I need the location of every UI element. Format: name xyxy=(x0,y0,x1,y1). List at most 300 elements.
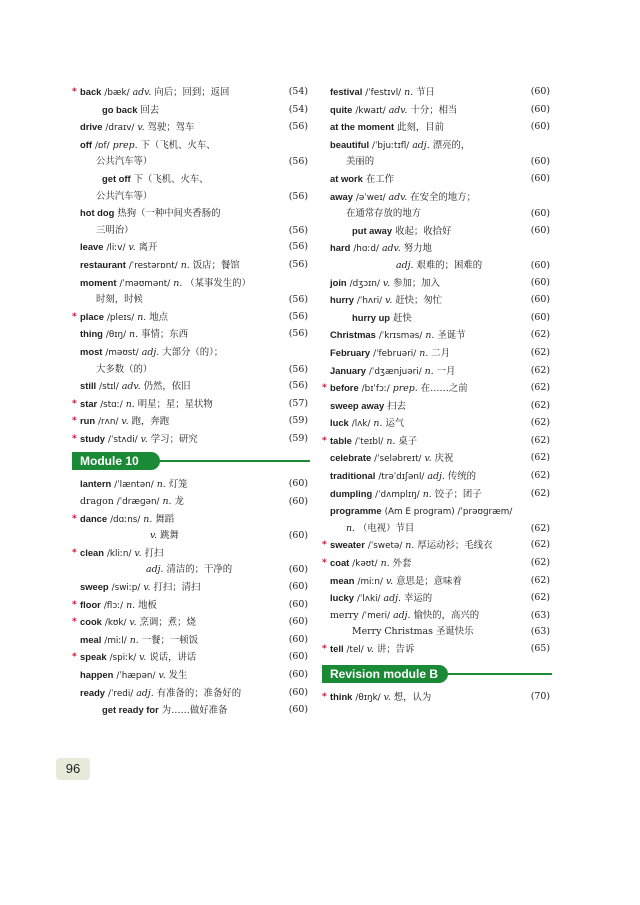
entry-meaning: 传统的 xyxy=(447,471,476,483)
glossary-entry xyxy=(330,450,550,468)
glossary-entry xyxy=(322,537,550,555)
entry-page-reference: (63) xyxy=(530,609,550,621)
entry-page-reference: (62) xyxy=(530,470,550,482)
entry-line xyxy=(80,702,308,720)
entry-phonetic: /stɪl/ xyxy=(99,382,119,393)
entry-word: star xyxy=(80,397,98,409)
entry-meaning: 一月 xyxy=(436,365,456,377)
module-10-heading: Module 10 xyxy=(72,452,160,470)
entry-part-of-speech: adv. xyxy=(388,191,408,203)
entry-word: ready xyxy=(80,686,106,698)
entry-page-reference: (62) xyxy=(530,557,550,569)
glossary-entry xyxy=(80,685,308,703)
entry-meaning-continued: （电视）节目 xyxy=(358,522,415,534)
entry-line xyxy=(330,189,550,207)
glossary-entry xyxy=(72,413,308,431)
entry-word: February xyxy=(330,346,371,358)
entry-word: back xyxy=(80,86,102,97)
revision-module-b-heading: Revision module B xyxy=(322,665,448,683)
entry-word: Christmas xyxy=(330,329,376,341)
entry-page-reference: (60) xyxy=(288,598,308,610)
entry-meaning: 愉快的，高兴的 xyxy=(413,609,480,621)
entry-continuation xyxy=(80,362,308,379)
entry-part-of-speech: prep. xyxy=(392,383,418,395)
entry-line xyxy=(330,537,550,555)
entry-line xyxy=(330,641,550,659)
entry-meaning: 灯笼 xyxy=(168,479,188,491)
entry-line xyxy=(330,102,550,120)
entry-page-reference: (62) xyxy=(530,399,550,411)
entry-word: luck xyxy=(330,417,349,429)
entry-page-reference: (60) xyxy=(530,294,550,306)
entry-line xyxy=(330,398,550,416)
entry-part-of-speech: v. xyxy=(385,575,394,587)
entry-meaning: 圣诞节 xyxy=(437,330,466,342)
entry-line xyxy=(330,503,550,521)
entry-page-reference: (60) xyxy=(530,224,550,236)
entry-meaning: 赶快 xyxy=(393,312,412,324)
entry-meaning-continued: 跳舞 xyxy=(160,530,179,542)
entry-page-reference: (62) xyxy=(530,417,550,429)
entry-page-reference: (60) xyxy=(288,704,308,716)
entry-meaning: 打扫；清扫 xyxy=(153,582,201,594)
entry-word: off xyxy=(80,138,92,150)
entry-word: get off xyxy=(102,172,131,184)
glossary-entry xyxy=(330,223,550,241)
glossary-entry xyxy=(80,326,308,344)
entry-page-reference: (56) xyxy=(288,156,308,168)
entry-line xyxy=(80,511,308,529)
entry-phonetic: /ˈhæpən/ xyxy=(116,671,156,681)
entry-word: sweep xyxy=(80,581,109,593)
entry-part-of-speech: v. xyxy=(424,453,432,465)
entry-meaning: 十分；相当 xyxy=(410,104,458,116)
entry-page-reference: (56) xyxy=(288,328,308,340)
glossary-entry xyxy=(330,119,550,137)
module-10-entry-list xyxy=(72,476,308,719)
entry-page-reference: (63) xyxy=(530,626,550,638)
entry-page-reference: (60) xyxy=(288,616,308,628)
entry-word: thing xyxy=(80,328,103,340)
entry-page-reference: (60) xyxy=(288,564,308,576)
entry-meaning: 厚运动衫；毛线衣 xyxy=(417,540,493,552)
key-word-star-icon: * xyxy=(72,599,77,610)
entry-page-reference: (62) xyxy=(530,329,550,341)
key-word-star-icon: * xyxy=(72,416,77,427)
entry-meaning: 在工作 xyxy=(365,173,394,185)
entry-meaning: 意思是；意味着 xyxy=(396,575,462,587)
entry-line xyxy=(330,555,550,573)
entry-line xyxy=(80,275,308,293)
entry-part-of-speech: n. xyxy=(125,398,135,410)
entry-part-of-speech: n. xyxy=(156,479,166,491)
entry-page-reference: (60) xyxy=(530,103,550,115)
entry-phonetic: /ˈməʊmənt/ xyxy=(119,278,171,289)
entry-meaning-continued: 时刻，时候 xyxy=(96,294,143,306)
entry-meaning: 运气 xyxy=(385,418,405,430)
entry-continuation xyxy=(80,292,308,309)
entry-line xyxy=(80,545,308,563)
entry-part-of-speech: n. xyxy=(162,496,172,508)
entry-part-of-speech: n. xyxy=(346,522,356,534)
entry-phonetic: /θɪŋ/ xyxy=(105,330,127,341)
entry-meaning: 参加；加入 xyxy=(393,277,440,289)
entry-line xyxy=(330,450,550,468)
right-column xyxy=(322,84,550,706)
entry-phonetic: /liːv/ xyxy=(106,243,126,254)
entry-phonetic: /trəˈdɪʃənl/ xyxy=(378,472,425,483)
entry-word: happen xyxy=(80,669,114,680)
entry-part-of-speech: adj. xyxy=(393,609,411,621)
glossary-entry xyxy=(80,137,308,171)
entry-word: lucky xyxy=(330,592,354,604)
glossary-entry xyxy=(72,649,308,667)
entry-phonetic: /hɑːd/ xyxy=(353,244,379,255)
entry-line xyxy=(330,84,550,102)
entry-word: sweater xyxy=(330,539,365,551)
entry-word: January xyxy=(330,364,366,376)
entry-part-of-speech: n. xyxy=(424,365,434,377)
key-word-star-icon: * xyxy=(72,87,77,97)
entry-meaning: 为……做好准备 xyxy=(161,705,228,717)
entry-meaning: 一餐；一顿饭 xyxy=(141,634,198,646)
entry-part-of-speech: v. xyxy=(366,644,374,655)
entry-meaning: 舞蹈 xyxy=(155,513,175,525)
glossary-entry xyxy=(330,240,550,274)
entry-continuation xyxy=(330,154,550,171)
entry-page-reference: (65) xyxy=(530,643,550,654)
entry-word: go back xyxy=(102,103,138,115)
entry-page-reference: (62) xyxy=(530,346,550,358)
entry-meaning: 向后；回到；返回 xyxy=(154,87,230,98)
key-word-star-icon: * xyxy=(322,644,327,654)
entry-phonetic: /draɪv/ xyxy=(105,123,135,134)
entry-meaning: 回去 xyxy=(140,104,160,116)
glossary-entry xyxy=(330,590,550,608)
entry-page-reference: (54) xyxy=(288,103,308,115)
entry-page-reference: (62) xyxy=(530,364,550,376)
entry-part-of-speech: n. xyxy=(419,347,429,359)
entry-page-reference: (62) xyxy=(530,434,550,446)
entry-part-of-speech: adj. xyxy=(427,471,445,483)
entry-part-of-speech: n. xyxy=(143,513,153,525)
entry-meaning: 事情；东西 xyxy=(141,329,188,341)
glossary-entry xyxy=(72,84,308,102)
entry-phonetic: /bæk/ xyxy=(104,88,130,98)
entry-phonetic: /swiːp/ xyxy=(111,583,141,594)
entry-meaning: 外套 xyxy=(392,558,412,570)
entry-part-of-speech: v. xyxy=(158,670,166,681)
entry-word: festival xyxy=(330,86,363,97)
entry-line xyxy=(330,363,550,381)
entry-part-of-speech: adj. xyxy=(141,346,160,358)
entry-phonetic: /ˈlʌki/ xyxy=(356,594,381,605)
entry-word: dragon xyxy=(80,496,114,508)
entry-phonetic: /lʌk/ xyxy=(351,419,371,430)
entry-part-of-speech: v. xyxy=(140,433,148,445)
glossary-entry xyxy=(330,137,550,171)
entry-line xyxy=(80,431,308,449)
entry-line xyxy=(330,608,550,625)
entry-page-reference: (56) xyxy=(288,121,308,133)
entry-part-of-speech: v. xyxy=(129,617,137,629)
entry-part-of-speech: n. xyxy=(126,599,136,611)
entry-meaning: 扫去 xyxy=(387,400,406,412)
entry-word: run xyxy=(80,415,96,427)
entry-word: traditional xyxy=(330,470,376,482)
entry-page-reference: (60) xyxy=(288,686,308,698)
glossary-entry xyxy=(80,378,308,396)
entry-line xyxy=(330,624,550,641)
entry-phonetic: /stɑː/ xyxy=(100,399,123,410)
entry-word: table xyxy=(330,434,352,446)
glossary-entry xyxy=(80,476,308,494)
entry-word: cook xyxy=(80,616,102,628)
entry-page-reference: (56) xyxy=(288,380,308,392)
entry-meaning: 大部分（的）； xyxy=(162,346,224,358)
entry-phonetic: /ˈfestɪvl/ xyxy=(365,88,402,98)
glossary-entry xyxy=(322,380,550,398)
entry-part-of-speech: v. xyxy=(121,416,129,428)
entry-part-of-speech: adj. xyxy=(146,564,164,576)
entry-word: programme xyxy=(330,505,382,517)
entry-line xyxy=(80,494,308,511)
entry-phonetic: /ˈrestərɒnt/ xyxy=(128,260,178,271)
glossary-entry xyxy=(80,632,308,650)
entry-part-of-speech: n. xyxy=(129,634,139,646)
entry-word: quite xyxy=(330,103,353,115)
entry-word: study xyxy=(80,432,106,444)
entry-line xyxy=(80,597,308,615)
entry-page-reference: (62) xyxy=(530,487,550,499)
glossary-entry xyxy=(80,275,308,309)
glossary-entry xyxy=(72,431,308,449)
glossary-entry xyxy=(80,702,308,720)
entry-phonetic: /spiːk/ xyxy=(109,653,137,664)
entry-line xyxy=(330,292,550,310)
key-word-star-icon: * xyxy=(72,617,77,628)
entry-phonetic: /bɪˈfɔː/ xyxy=(361,384,390,395)
entry-meaning: 二月 xyxy=(431,347,450,359)
entry-line xyxy=(330,119,550,137)
entry-meaning: 驾驶；驾车 xyxy=(147,122,195,134)
entry-part-of-speech: adv. xyxy=(381,243,401,255)
entry-meaning: 漂亮的， xyxy=(432,139,471,151)
entry-meaning: （某事发生的） xyxy=(185,277,251,289)
entry-line xyxy=(330,240,550,258)
entry-word: drive xyxy=(80,121,103,133)
entry-word: away xyxy=(330,190,353,202)
glossary-entry xyxy=(80,667,308,685)
glossary-entry xyxy=(330,398,550,416)
entry-line xyxy=(330,433,550,451)
entry-line xyxy=(80,632,308,650)
entry-phonetic: /ˈdʌmplɪŋ/ xyxy=(375,489,420,500)
glossary-entry xyxy=(80,205,308,239)
entry-line xyxy=(80,137,308,155)
glossary-entry xyxy=(330,415,550,433)
key-word-star-icon: * xyxy=(72,547,77,558)
entry-meaning-continued: 清洁的；干净的 xyxy=(166,564,233,576)
entry-line xyxy=(330,327,550,345)
entry-phonetic: /ˈbjuːtɪfl/ xyxy=(372,140,410,151)
entry-part-of-speech: n. xyxy=(422,488,432,500)
entry-continuation xyxy=(80,223,308,240)
revision-entry-list xyxy=(322,689,550,707)
entry-page-reference: (62) xyxy=(530,574,550,586)
entry-phonetic: /flɔː/ xyxy=(103,600,124,611)
glossary-entry xyxy=(330,608,550,625)
entry-phonetic: /ɒf/ xyxy=(94,140,110,151)
entry-word: place xyxy=(80,310,104,322)
entry-meaning: 烹调；煮；烧 xyxy=(139,617,196,629)
entry-meaning: 赶快；匆忙 xyxy=(395,295,443,307)
entry-phonetic: /pleɪs/ xyxy=(106,312,135,323)
entry-part-of-speech: n. xyxy=(380,558,390,570)
entry-line xyxy=(80,239,308,257)
glossary-entry xyxy=(330,292,550,310)
glossary-entry xyxy=(330,275,550,293)
entry-phonetic: /ˈkrɪsməs/ xyxy=(378,331,423,342)
entry-page-reference: (62) xyxy=(530,522,550,534)
glossary-entry xyxy=(330,84,550,102)
glossary-entry xyxy=(72,614,308,632)
entry-page-reference: (60) xyxy=(530,311,550,323)
entry-page-reference: (60) xyxy=(288,478,308,490)
glossary-entry xyxy=(80,171,308,205)
entry-phonetic: /ˈredi/ xyxy=(108,688,134,699)
entry-part-of-speech: n. xyxy=(404,87,414,98)
entry-phonetic: /məʊst/ xyxy=(105,347,139,358)
entry-line xyxy=(330,415,550,433)
entry-meaning: 说话，讲话 xyxy=(149,652,197,664)
glossary-entry xyxy=(322,433,550,451)
entry-phonetic: /ˈteɪbl/ xyxy=(354,436,384,447)
entry-page-reference: (57) xyxy=(288,397,308,409)
entry-meaning-continued: 在通常存放的地方 xyxy=(346,208,422,220)
entry-word: still xyxy=(80,380,97,392)
entry-line xyxy=(330,223,550,241)
entry-continuation xyxy=(80,528,308,545)
entry-page-reference: (56) xyxy=(288,310,308,322)
glossary-entry xyxy=(330,624,550,641)
glossary-entry xyxy=(330,345,550,363)
glossary-entry xyxy=(330,189,550,223)
entry-part-of-speech: n. xyxy=(425,330,435,342)
key-word-star-icon: * xyxy=(72,513,77,524)
entry-page-reference: (56) xyxy=(288,294,308,306)
entry-part-of-speech: adv. xyxy=(132,87,152,98)
entry-meaning-continued: 公共汽车等） xyxy=(96,156,153,168)
entry-part-of-speech: v. xyxy=(383,691,391,703)
entry-line xyxy=(80,257,308,275)
entry-line xyxy=(80,396,308,414)
entry-phonetic: /tel/ xyxy=(346,645,364,655)
entry-page-reference: (60) xyxy=(288,669,308,680)
entry-part-of-speech: v. xyxy=(150,530,158,542)
glossary-entry xyxy=(72,309,308,327)
entry-page-reference: (59) xyxy=(288,415,308,427)
entry-line xyxy=(330,486,550,504)
entry-meaning: 在……之前 xyxy=(420,383,468,395)
entry-line xyxy=(330,171,550,189)
entry-meaning: 此刻，目前 xyxy=(397,122,444,134)
right-entry-list xyxy=(322,84,550,659)
entry-part-of-speech: v. xyxy=(385,295,393,307)
entry-meaning: 下（飞机、火车、 xyxy=(133,173,209,185)
entry-meaning-continued: 艰难的；困难的 xyxy=(416,259,483,271)
entry-phonetic: /ˈseləbreɪt/ xyxy=(374,454,422,465)
entry-page-reference: (62) xyxy=(530,452,550,464)
glossary-entry xyxy=(330,102,550,120)
entry-word: at the moment xyxy=(330,121,395,133)
entry-continuation xyxy=(80,154,308,171)
entry-part-of-speech: n. xyxy=(180,259,190,271)
glossary-entry xyxy=(72,396,308,414)
entry-word: think xyxy=(330,690,353,702)
entry-word: leave xyxy=(80,241,104,253)
glossary-entry xyxy=(322,689,550,707)
glossary-entry xyxy=(80,344,308,378)
glossary-entry xyxy=(80,494,308,511)
entry-word: dumpling xyxy=(330,487,373,499)
glossary-entry xyxy=(80,119,308,137)
glossary-entry xyxy=(330,503,550,537)
entry-word: coat xyxy=(330,557,350,569)
entry-meaning: 地板 xyxy=(138,599,157,611)
entry-line xyxy=(80,667,308,685)
entry-word: join xyxy=(330,276,347,288)
entry-meaning: 热狗（一种中间夹香肠的 xyxy=(117,208,221,220)
entry-word: meal xyxy=(80,633,102,645)
key-word-star-icon: * xyxy=(322,435,327,446)
entry-line xyxy=(330,380,550,398)
entry-phonetic: /dʒɔɪn/ xyxy=(349,278,380,289)
entry-meaning: 节日 xyxy=(416,87,435,98)
entry-page-reference: (60) xyxy=(288,633,308,645)
entry-phonetic: (Am E program) /ˈprəʊɡræm/ xyxy=(384,507,513,518)
glossary-entry xyxy=(80,102,308,120)
entry-meaning: 仍然，依旧 xyxy=(143,381,191,393)
entry-word: tell xyxy=(330,643,344,654)
entry-meaning: 打扫 xyxy=(144,547,164,559)
entry-word: sweep away xyxy=(330,399,385,411)
entry-meaning: 地点 xyxy=(149,311,168,323)
entry-part-of-speech: v. xyxy=(137,122,145,134)
entry-phonetic: /ˈswetə/ xyxy=(367,541,403,552)
entry-phonetic: /ˈmeri/ xyxy=(361,610,391,621)
entry-meaning: 桌子 xyxy=(398,435,418,447)
entry-page-reference: (56) xyxy=(288,258,308,270)
entry-word: hot dog xyxy=(80,207,115,219)
entry-line xyxy=(80,649,308,667)
entry-part-of-speech: adj. xyxy=(383,593,401,605)
entry-continuation xyxy=(330,206,550,223)
entry-line xyxy=(80,378,308,396)
glossary-entry xyxy=(330,310,550,328)
entry-page-reference: (56) xyxy=(288,224,308,236)
entry-part-of-speech: v. xyxy=(139,652,147,664)
entry-continuation xyxy=(80,189,308,206)
entry-part-of-speech: n. xyxy=(173,277,183,289)
entry-line xyxy=(330,573,550,591)
entry-page-reference: (60) xyxy=(530,259,550,271)
entry-line xyxy=(80,119,308,137)
key-word-star-icon: * xyxy=(322,383,327,394)
glossary-entry xyxy=(322,641,550,659)
entry-page-reference: (70) xyxy=(530,690,550,702)
entry-word: moment xyxy=(80,276,117,288)
